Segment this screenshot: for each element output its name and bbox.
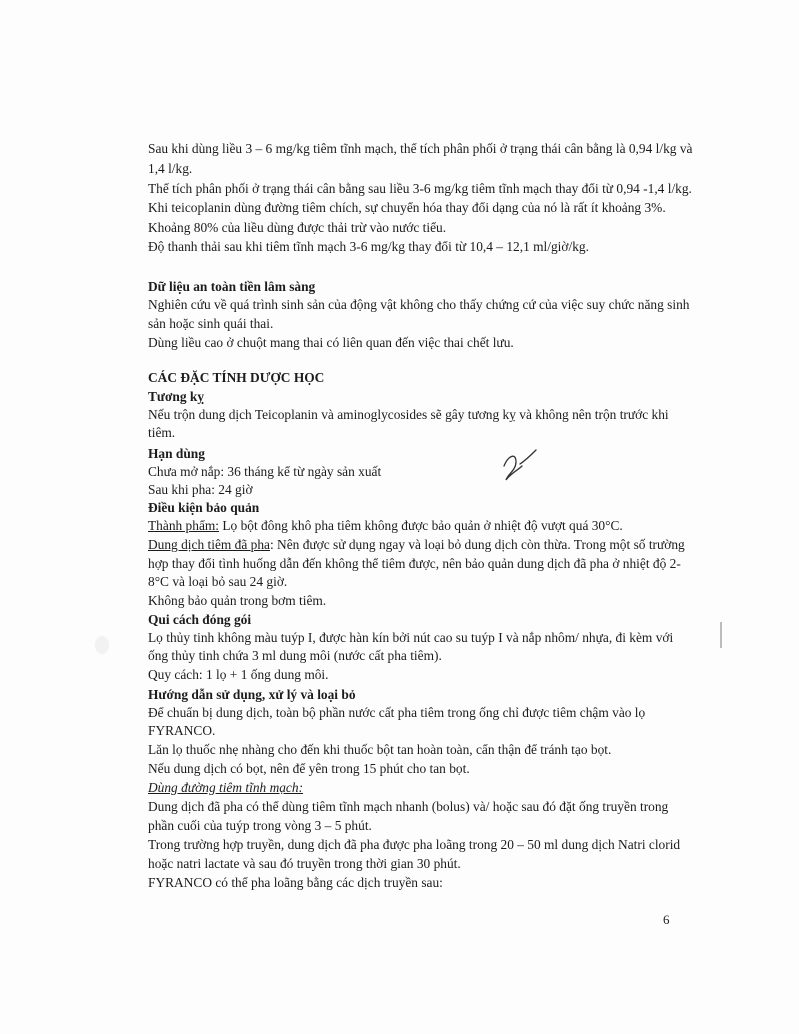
scan-edge-mark (720, 622, 722, 648)
paragraph: Dùng liều cao ở chuột mang thai có liên quan đến việc thai chết lưu. (148, 335, 514, 350)
subheading-storage: Điều kiện bảo quản (148, 500, 260, 515)
storage-text: Lọ bột đông khô pha tiêm không được bảo quản ở nhiệt độ vượt quá 30°C. (219, 518, 623, 533)
handwritten-initials (496, 444, 542, 490)
paragraph: Trong trường hợp truyền, dung dịch đã pha được pha loãng trong 20 – 50 ml dung dịch Natri clorid (148, 837, 681, 852)
paragraph: sản hoặc sinh quái thai. (148, 316, 274, 331)
paragraph (148, 536, 688, 554)
paragraph: Quy cách: 1 lọ + 1 ống dung môi. (148, 667, 329, 682)
paragraph: Khi teicoplanin dùng đường tiêm chích, sự chuyển hóa thay đổi dạng của nó là rất ít khoảng 3%. (148, 200, 666, 215)
subheading-instructions: Hướng dẫn sử dụng, xử lý và loại bỏ (148, 687, 356, 702)
subheading-iv-use: Dùng đường tiêm tĩnh mạch: (148, 780, 304, 795)
storage-label: Thành phẩm: (148, 518, 220, 533)
subheading-packaging: Qui cách đóng gói (148, 612, 252, 627)
paragraph: hợp thay đổi tình huống dẫn đến không thể tiêm được, nên bảo quản dung dịch đã pha ở nhiệt độ 2- (148, 556, 681, 571)
subheading-shelf-life: Hạn dùng (148, 446, 205, 461)
paragraph: Khoảng 80% của liều dùng được thải trừ vào nước tiểu. (148, 220, 447, 235)
paragraph: phần cuối của tuýp trong vòng 3 – 5 phút. (148, 818, 372, 833)
paragraph: Nếu dung dịch có bọt, nên để yên trong 15 phút cho tan bọt. (148, 761, 470, 776)
paragraph: hoặc natri lactate và sau đó truyền trong thời gian 30 phút. (148, 856, 461, 871)
paragraph: 1,4 l/kg. (148, 161, 193, 176)
paragraph: FYRANCO. (148, 723, 216, 738)
punch-hole-mark (95, 636, 109, 654)
paragraph: Nếu trộn dung dịch Teicoplanin và aminoglycosides sẽ gây tương kỵ và không nên trộn trước khi (148, 407, 669, 422)
paragraph (148, 517, 688, 535)
paragraph: Không bảo quản trong bơm tiêm. (148, 593, 327, 608)
paragraph: Dung dịch đã pha có thể dùng tiêm tĩnh mạch nhanh (bolus) và/ hoặc sau đó đặt ống truyền trong (148, 799, 669, 814)
paragraph: Nghiên cứu về quá trình sinh sản của động vật không cho thấy chứng cứ của việc suy chức năng sinh (148, 297, 690, 312)
paragraph: Độ thanh thải sau khi tiêm tĩnh mạch 3-6 mg/kg thay đổi từ 10,4 – 12,1 ml/giờ/kg. (148, 239, 589, 254)
storage-text: : Nên được sử dụng ngay và loại bỏ dung dịch còn thừa. Trong một số trường (269, 537, 685, 552)
paragraph: 8°C và loại bỏ sau 24 giờ. (148, 574, 288, 589)
paragraph: Sau khi pha: 24 giờ (148, 482, 253, 497)
paragraph: Lăn lọ thuốc nhẹ nhàng cho đến khi thuốc bột tan hoàn toàn, cẩn thận để tránh tạo bọt. (148, 742, 612, 757)
storage-label: Dung dịch tiêm đã pha (148, 537, 270, 552)
paragraph: Thể tích phân phối ở trạng thái cân bằng sau liều 3-6 mg/kg tiêm tĩnh mạch thay đổi từ 0,94 -1,4 l/kg. (148, 181, 692, 196)
paragraph: Để chuẩn bị dung dịch, toàn bộ phần nước cất pha tiêm trong ống chỉ được tiêm chậm vào lọ (148, 705, 646, 720)
paragraph: Chưa mở nắp: 36 tháng kể từ ngày sản xuất (148, 464, 382, 479)
paragraph: ống thủy tinh chứa 3 ml dung môi (nước cất pha tiêm). (148, 648, 442, 663)
paragraph: FYRANCO có thể pha loãng bằng các dịch truyền sau: (148, 875, 443, 890)
paragraph: tiêm. (148, 425, 176, 440)
paragraph: Sau khi dùng liều 3 – 6 mg/kg tiêm tĩnh mạch, thể tích phân phối ở trạng thái cân bằng là 0,94 l/kg và (148, 141, 693, 156)
section-heading-pharmaceutical: CÁC ĐẶC TÍNH DƯỢC HỌC (148, 370, 325, 385)
subheading-incompatibilities: Tương kỵ (148, 389, 205, 404)
section-heading-preclinical: Dữ liệu an toàn tiền lâm sàng (148, 279, 316, 294)
page-number: 6 (663, 912, 670, 927)
paragraph: Lọ thủy tinh không màu tuýp I, được hàn kín bởi nút cao su tuýp I và nắp nhôm/ nhựa, đi kèm với (148, 630, 674, 645)
